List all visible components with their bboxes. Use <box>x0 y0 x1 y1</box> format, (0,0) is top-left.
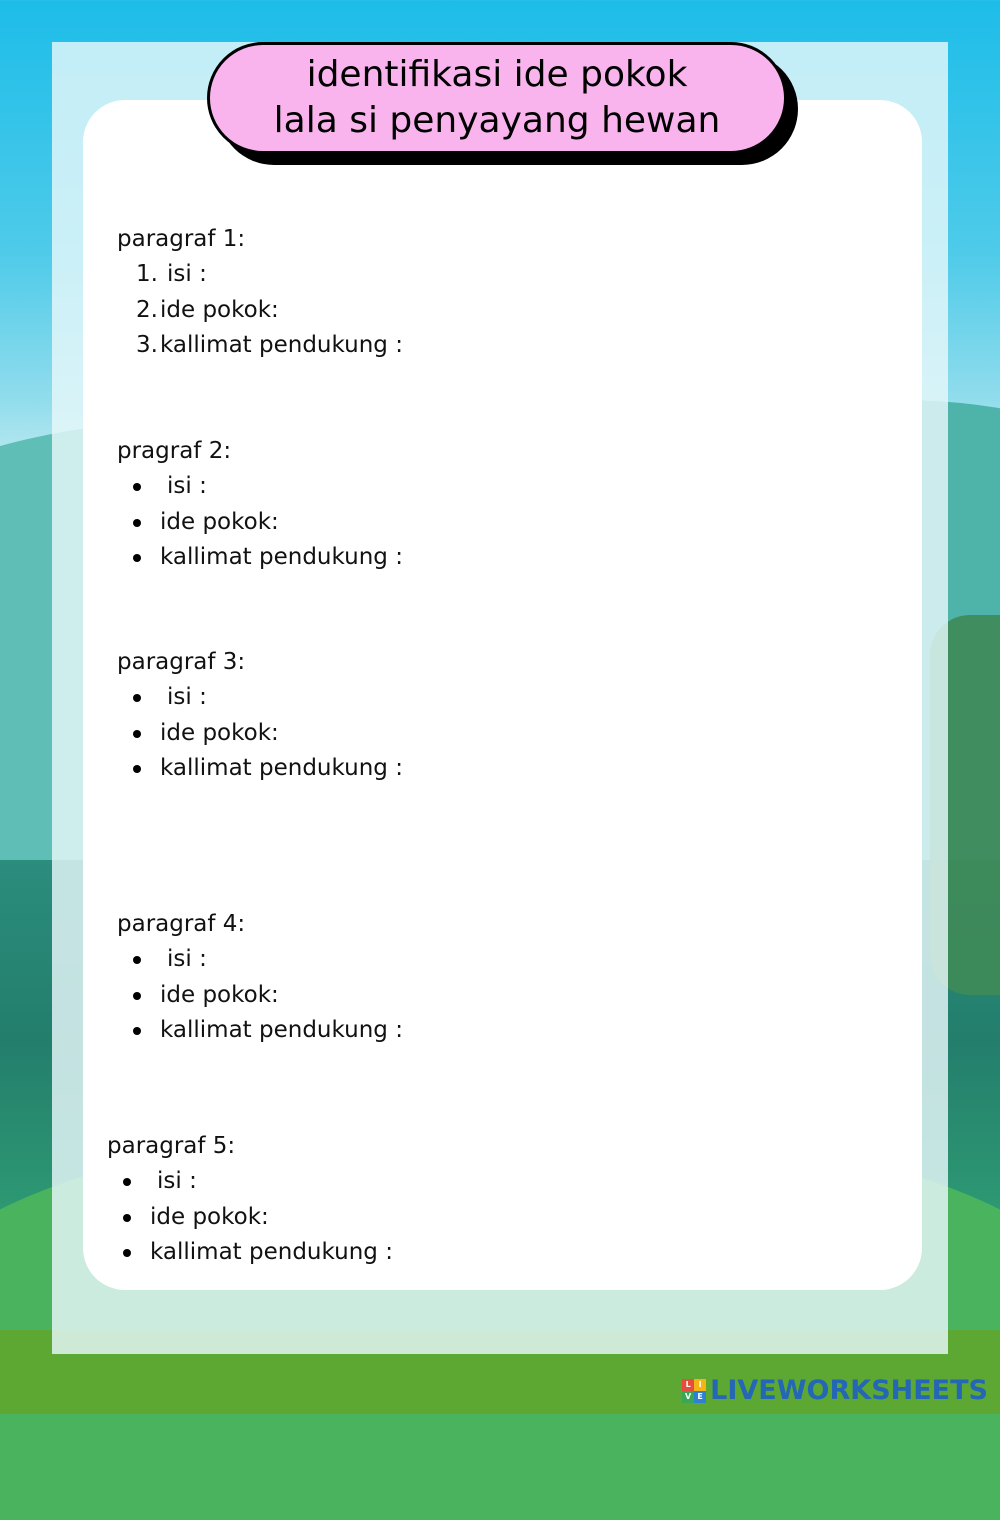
list-item-ide-pokok[interactable] <box>117 978 403 1014</box>
item-label: kallimat pendukung : <box>160 755 403 781</box>
list-item-ide-pokok[interactable] <box>117 505 403 541</box>
section-heading: paragraf 1: <box>117 226 246 252</box>
section-heading: paragraf 5: <box>107 1133 236 1159</box>
liveworksheets-logo-icon <box>682 1379 706 1403</box>
bullet-icon <box>133 483 141 491</box>
bullet-icon <box>133 1027 141 1035</box>
item-label: kallimat pendukung : <box>150 1239 393 1265</box>
list-item-isi[interactable] <box>117 680 403 716</box>
title-line-2: lala si penyayang hewan <box>273 100 721 141</box>
list-number: 1. <box>136 261 158 287</box>
item-label: ide pokok: <box>150 1203 269 1230</box>
section-heading: paragraf 4: <box>117 911 246 937</box>
item-label: kallimat pendukung : <box>160 544 403 570</box>
bullet-icon <box>133 956 141 964</box>
liveworksheets-wordmark: LIVEWORKSHEETS <box>710 1375 988 1406</box>
title-line-1: identifikasi ide pokok <box>306 54 688 95</box>
liveworksheets-watermark <box>682 1375 988 1406</box>
list-item-kalimat-pendukung[interactable] <box>117 1013 403 1049</box>
list-number: 2. <box>136 296 158 323</box>
bullet-icon <box>133 694 141 702</box>
bullet-icon <box>123 1249 131 1257</box>
item-label: ide pokok: <box>160 508 279 535</box>
list-item-isi[interactable] <box>117 469 403 505</box>
list-item-kalimat-pendukung[interactable] <box>117 328 403 364</box>
logo-letter: I <box>694 1379 706 1391</box>
bullet-icon <box>123 1178 131 1186</box>
list-item-kalimat-pendukung[interactable] <box>117 540 403 576</box>
list-item-isi[interactable] <box>107 1164 393 1200</box>
section-paragraf-2 <box>117 434 403 576</box>
item-label: isi : <box>167 473 207 499</box>
item-label: ide pokok: <box>160 719 279 746</box>
section-paragraf-1 <box>117 222 403 364</box>
section-paragraf-3 <box>117 645 403 787</box>
list-item-isi[interactable] <box>117 257 403 293</box>
section-paragraf-4 <box>117 907 403 1049</box>
logo-letter: L <box>682 1379 694 1391</box>
list-item-ide-pokok[interactable] <box>117 293 403 329</box>
section-heading: paragraf 3: <box>117 649 246 675</box>
bullet-icon <box>133 730 141 738</box>
item-label: kallimat pendukung : <box>160 1017 403 1043</box>
list-item-isi[interactable] <box>117 942 403 978</box>
logo-letter: E <box>694 1391 706 1403</box>
section-heading: pragraf 2: <box>117 438 232 464</box>
list-item-kalimat-pendukung[interactable] <box>117 751 403 787</box>
bullet-icon <box>133 992 141 1000</box>
title-banner <box>207 42 787 154</box>
item-label: isi : <box>167 946 207 972</box>
item-label: kallimat pendukung : <box>160 332 403 358</box>
item-label: isi : <box>157 1168 197 1194</box>
list-item-ide-pokok[interactable] <box>117 716 403 752</box>
bullet-icon <box>133 519 141 527</box>
bullet-icon <box>133 765 141 773</box>
section-paragraf-5 <box>107 1129 393 1271</box>
item-label: isi : <box>167 261 207 287</box>
item-label: isi : <box>167 684 207 710</box>
item-label: ide pokok: <box>160 296 279 323</box>
list-number: 3. <box>136 332 158 358</box>
item-label: ide pokok: <box>160 981 279 1008</box>
list-item-ide-pokok[interactable] <box>107 1200 393 1236</box>
bullet-icon <box>133 554 141 562</box>
list-item-kalimat-pendukung[interactable] <box>107 1235 393 1271</box>
bullet-icon <box>123 1214 131 1222</box>
logo-letter: V <box>682 1391 694 1403</box>
